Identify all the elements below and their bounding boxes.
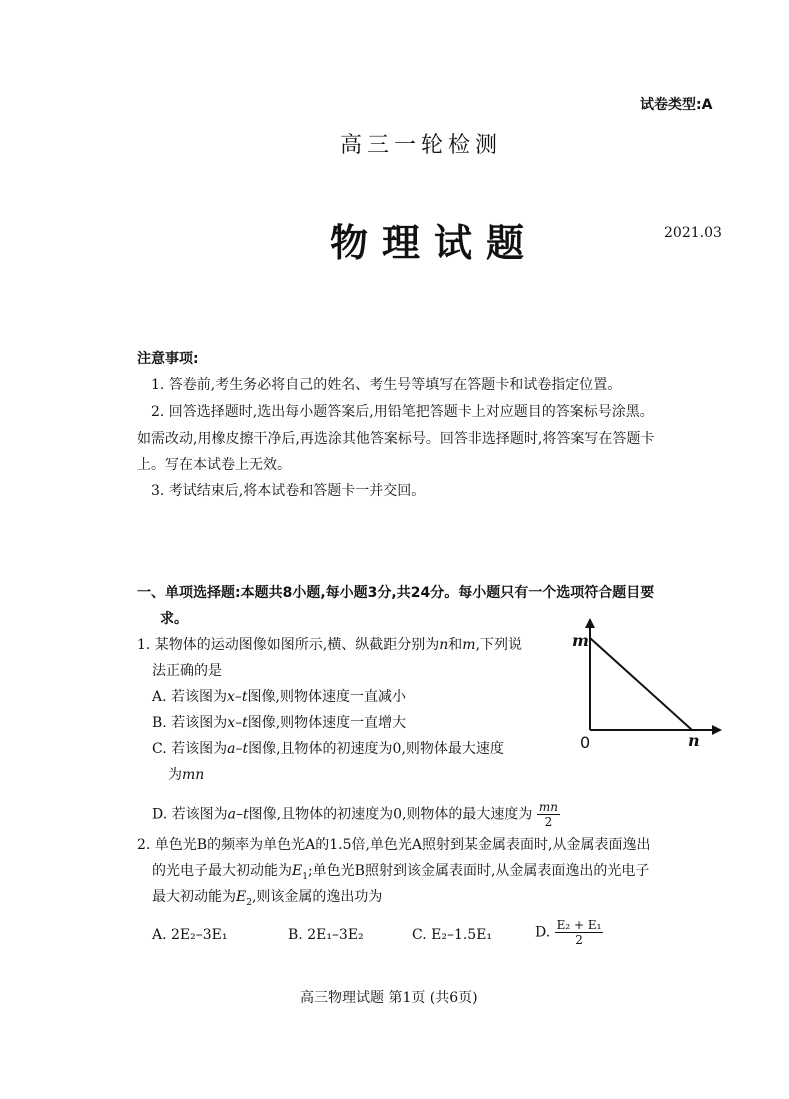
- exam-date: 2021.03: [664, 225, 722, 241]
- q1-option-d-text: D. 若该图为: [152, 806, 228, 823]
- exam-name: 高三一轮检测: [340, 133, 503, 158]
- q2-option-d: [535, 918, 603, 947]
- q1-option-b-text: B. 若该图为: [152, 715, 228, 731]
- q2-option-d-label: D.: [535, 924, 551, 941]
- q1-option-c-var: a–t: [227, 741, 249, 757]
- q1-stem-part: ,下列说: [475, 637, 523, 653]
- fraction-numerator: E₂ + E₁: [556, 918, 602, 932]
- q2-text: ,则该金属的逸出功为: [251, 889, 383, 905]
- q2-line-1: 2. 单色光B的频率为单色光A的1.5倍,单色光A照射到某金属表面时,从金属表面逸出: [137, 837, 651, 853]
- q2-option-a: A. 2E₂–3E₁: [152, 927, 228, 943]
- q1-stem-part: 和: [448, 637, 463, 653]
- y-intercept-label: m: [572, 631, 589, 650]
- fraction-denominator: 2: [544, 815, 553, 829]
- y-axis-arrow-icon: [585, 618, 595, 628]
- notice-item-2-line-2: 如需改动,用橡皮擦干净后,再选涂其他答案标号。回答非选择题时,将答案写在答题卡: [137, 431, 655, 447]
- q1-option-b-var: x–t: [227, 715, 248, 731]
- q1-option-a-text: 图像,则物体速度一直减小: [247, 689, 406, 705]
- q1-stem-line-2: 法正确的是: [152, 663, 222, 679]
- q2-var: E: [292, 863, 303, 879]
- q2-sub: 1: [302, 871, 308, 882]
- q1-var-m: m: [462, 637, 476, 653]
- notice-item-2-line-3: 上。写在本试卷上无效。: [137, 457, 291, 473]
- q1-option-c-text: C. 若该图为: [152, 741, 228, 757]
- section-heading-line-1: 一、单项选择题:本题共8小题,每小题3分,共24分。每小题只有一个选项符合题目要: [137, 585, 655, 601]
- q2-text: ;单色光B照射到该金属表面时,从金属表面逸出的光电子: [307, 863, 650, 879]
- q2-var: E: [236, 889, 247, 905]
- x-axis-arrow-icon: [712, 725, 722, 735]
- q1-option-c-text: 图像,且物体的初速度为0,则物体最大速度: [248, 741, 504, 757]
- q1-option-c-text: 为: [168, 767, 182, 783]
- notice-item-2-line-1: 2. 回答选择题时,选出每小题答案后,用铅笔把答题卡上对应题目的答案标号涂黑。: [151, 404, 654, 420]
- q1-option-b: [152, 713, 406, 733]
- q1-option-b-text: 图像,则物体速度一直增大: [247, 715, 407, 731]
- q1-option-c-line-2: [168, 765, 204, 785]
- q1-stem-part: 1. 某物体的运动图像如图所示,横、纵截距分别为: [137, 637, 440, 653]
- q1-option-c-var: mn: [182, 767, 205, 783]
- q1-option-d-text: 图像,且物体的初速度为0,则物体的最大速度为: [248, 806, 533, 823]
- origin-label: 0: [580, 733, 591, 752]
- notice-item-1: 1. 答卷前,考生务必将自己的姓名、考生号等填写在答题卡和试卷指定位置。: [151, 377, 622, 393]
- q1-option-c: [152, 739, 504, 759]
- notice-heading: 注意事项:: [137, 351, 199, 367]
- q1-stem-line-1: [137, 635, 522, 655]
- q1-option-a: [152, 687, 406, 707]
- q1-option-a-var: x–t: [227, 689, 248, 705]
- q2-line-2: [152, 861, 649, 887]
- x-intercept-label: n: [688, 731, 700, 750]
- q1-option-d-var: a–t: [227, 806, 249, 823]
- q2-option-d-fraction: [555, 918, 604, 947]
- q1-option-a-text: A. 若该图为: [152, 689, 228, 705]
- fraction-numerator: mn: [538, 800, 558, 814]
- graph-line: [590, 638, 692, 730]
- q2-option-b: B. 2E₁–3E₂: [288, 927, 364, 943]
- page-footer: 高三物理试题 第1页 (共6页): [300, 990, 478, 1006]
- subject-title: 物理试题: [330, 220, 539, 265]
- q2-line-3: [152, 887, 382, 913]
- section-heading-line-2: 求。: [160, 611, 188, 627]
- q2-option-c: C. E₂–1.5E₁: [412, 927, 493, 943]
- q1-option-d: [152, 800, 560, 829]
- q2-sub: 2: [246, 897, 252, 908]
- q2-text: 最大初动能为: [152, 889, 236, 905]
- fraction-denominator: 2: [575, 933, 583, 947]
- paper-type: 试卷类型:A: [640, 97, 713, 113]
- q1-var-n: n: [439, 637, 449, 653]
- q1-option-d-fraction: [537, 800, 560, 829]
- notice-item-3: 3. 考试结束后,将本试卷和答题卡一并交回。: [151, 483, 426, 499]
- q2-text: 的光电子最大初动能为: [152, 863, 292, 879]
- q1-graph: [570, 618, 730, 753]
